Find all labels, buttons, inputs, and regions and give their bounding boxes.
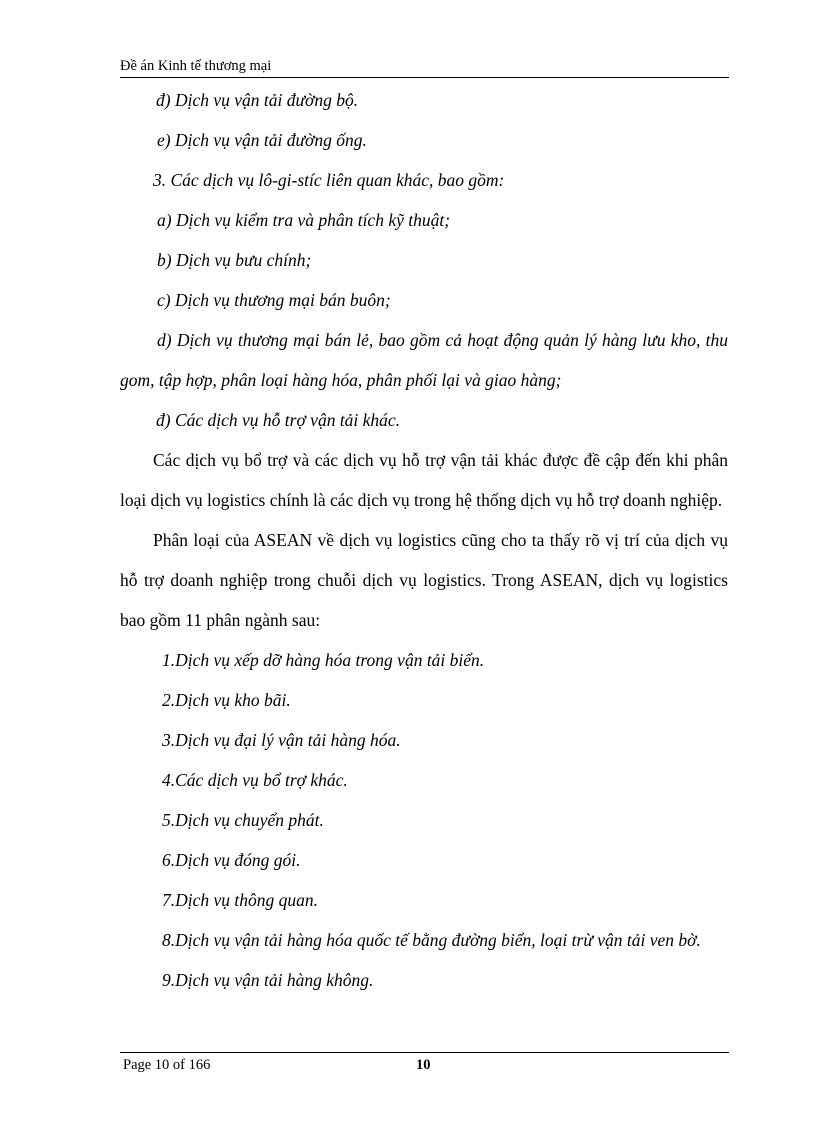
page-number: 10 [416,1057,431,1073]
list-item: b) Dịch vụ bưu chính; [157,250,312,270]
section-heading: 3. Các dịch vụ lô-gi-stíc liên quan khác, bao gồm: [153,170,505,190]
list-item: 7.Dịch vụ thông quan. [162,890,319,910]
list-item: c) Dịch vụ thương mại bán buôn; [157,290,391,310]
list-item: 8.Dịch vụ vận tải hàng hóa quốc tế bằng đường biển, loại trừ vận tải ven bờ. [162,930,701,950]
list-item: e) Dịch vụ vận tải đường ống. [157,130,367,150]
body-paragraph: Các dịch vụ bổ trợ và các dịch vụ hỗ trợ vận tải khác được đề cập đến khi phân loại dịch vụ logistics chính là các dịch vụ trong hệ thống dịch vụ hỗ trợ doanh nghiệp. [120,450,728,510]
page-count-label: Page 10 of 166 [123,1057,211,1073]
list-item: 3.Dịch vụ đại lý vận tải hàng hóa. [162,730,401,750]
body-paragraph: Phân loại của ASEAN về dịch vụ logistics cũng cho ta thấy rõ vị trí của dịch vụ hỗ trợ doanh nghiệp trong chuỗi dịch vụ logistics. Trong ASEAN, dịch vụ logistics bao gồm 11 phân ngành sau: [120,530,728,630]
page-footer [120,1052,729,1077]
header-title: Đề án Kinh tế thương mại [120,58,272,74]
list-item: d) Dịch vụ thương mại bán lẻ, bao gồm cả hoạt động quản lý hàng lưu kho, thu gom, tập hợp, phân loại hàng hóa, phân phối lại và giao hàng; [120,330,728,390]
list-item: đ) Dịch vụ vận tải đường bộ. [156,90,359,110]
list-item: 4.Các dịch vụ bổ trợ khác. [162,770,348,790]
list-item: 9.Dịch vụ vận tải hàng không. [162,970,374,990]
list-item: a) Dịch vụ kiểm tra và phân tích kỹ thuật; [157,210,451,230]
list-item: 1.Dịch vụ xếp dỡ hàng hóa trong vận tải biển. [162,650,485,670]
list-item: đ) Các dịch vụ hỗ trợ vận tải khác. [156,410,401,430]
list-item: 6.Dịch vụ đóng gói. [162,850,301,870]
page-header [120,53,729,78]
list-item: 5.Dịch vụ chuyển phát. [162,810,324,830]
document-body [120,80,728,1000]
list-item: 2.Dịch vụ kho bãi. [162,690,291,710]
